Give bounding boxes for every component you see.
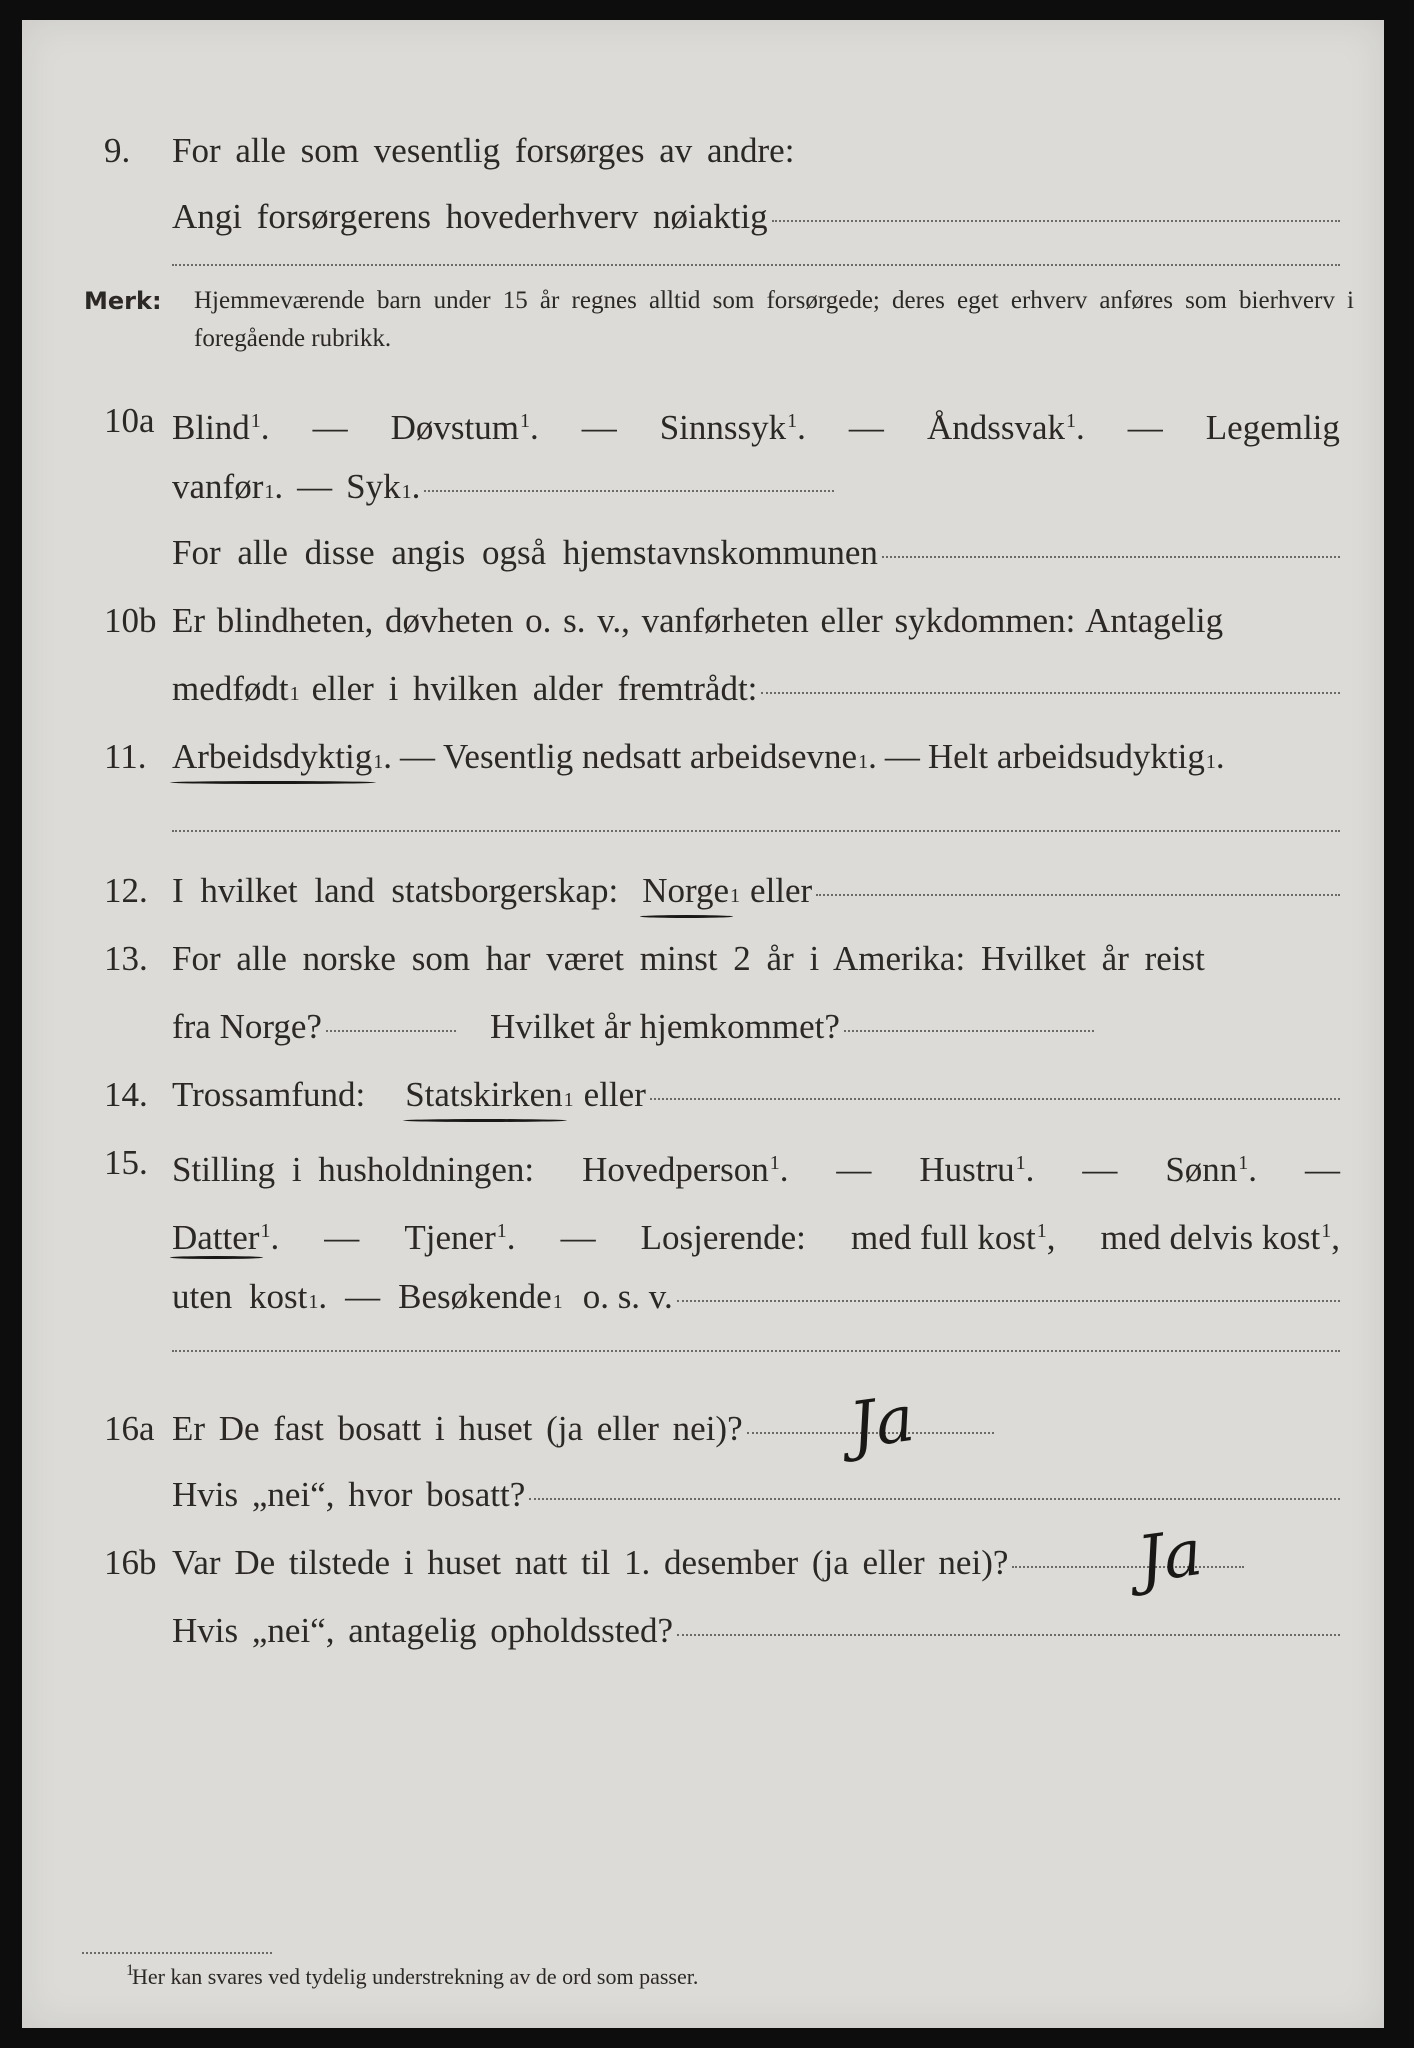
q15-label: Stilling i husholdningen: xyxy=(172,1150,535,1189)
q15-extra-field[interactable] xyxy=(172,1350,1340,1352)
q15-number: 15. xyxy=(104,1143,148,1182)
q14-eller: eller xyxy=(583,1075,646,1114)
q9-extra-field[interactable] xyxy=(172,264,1340,266)
option-besokende[interactable]: Besøkende xyxy=(398,1277,552,1316)
q13-text: For alle norske som har været minst 2 år i Amerika: Hvilket år reist xyxy=(172,939,1205,978)
option-sonn[interactable]: Sønn xyxy=(1165,1150,1238,1189)
q9-line1 xyxy=(22,126,1384,176)
census-form-page xyxy=(22,20,1384,2028)
q11-number: 11. xyxy=(104,737,147,776)
option-andssvak[interactable]: Åndssvak xyxy=(926,408,1065,447)
q12-eller: eller xyxy=(750,871,813,910)
q9-text: For alle som vesentlig forsørges av andre: xyxy=(172,131,795,170)
q10b-age-field[interactable] xyxy=(761,692,1340,694)
q14-label: Trossamfund: xyxy=(172,1075,366,1114)
q10b-number: 10b xyxy=(104,601,157,640)
option-legemlig-label: Legemlig xyxy=(1205,408,1340,447)
q12-label: I hvilket land statsborgerskap: xyxy=(172,871,619,910)
q16a-number: 16a xyxy=(104,1409,155,1448)
q14-number: 14. xyxy=(104,1075,148,1114)
q10a-line2: vanfør 1 . — Syk 1 . xyxy=(22,462,1384,512)
q14-line: 14. Trossamfund: Statskirken 1 eller xyxy=(22,1070,1384,1120)
option-losjerende: Losjerende: xyxy=(640,1218,806,1257)
q16b-handwritten-answer: Ja xyxy=(1133,1515,1207,1599)
q10b-line2: medfødt 1 eller i hvilken alder fremtrådt: xyxy=(22,664,1384,714)
q13-reist-field[interactable] xyxy=(326,1030,456,1032)
q13-hjemkommet-field[interactable] xyxy=(844,1030,1094,1032)
q13-line1 xyxy=(22,934,1384,984)
q16a-bosatt-field[interactable] xyxy=(529,1498,1340,1500)
q9-occupation-label: Angi forsørgerens hovederhverv nøiaktig xyxy=(172,197,768,236)
footnote-text: Her kan svares ved tydelig understrekning av de ord som passer. xyxy=(132,1964,699,1989)
q11-extra-field[interactable] xyxy=(172,830,1340,832)
q12-line: 12. I hvilket land statsborgerskap: Norge 1 eller xyxy=(22,866,1384,916)
footnote-divider xyxy=(82,1952,272,1954)
option-sinnssyk[interactable]: Sinnssyk xyxy=(659,408,787,447)
q16b-answer-field[interactable] xyxy=(1012,1566,1244,1568)
q9-number: 9. xyxy=(104,131,131,170)
q16a-line1 xyxy=(22,1404,1384,1454)
q9-occupation-field[interactable] xyxy=(772,220,1340,222)
option-delvis-kost[interactable]: med delvis kost xyxy=(1100,1218,1321,1257)
q15-field[interactable] xyxy=(677,1300,1340,1302)
q16b-label: Var De tilstede i huset natt til 1. desember (ja eller nei)? xyxy=(172,1543,1009,1582)
footnote-mark: 1 xyxy=(126,1962,134,1979)
option-full-kost[interactable]: med full kost xyxy=(850,1218,1036,1257)
q15-osv: o. s. v. xyxy=(582,1277,673,1316)
option-dovstum[interactable]: Døvstum xyxy=(390,408,519,447)
option-arbeidsdyktig[interactable]: Arbeidsdyktig xyxy=(172,732,372,782)
merk-text: Hjemmeværende barn under 15 år regnes alltid som forsørgede; deres eget erhverv anføres som bierhverv i foregående rubrikk. xyxy=(194,287,1354,352)
option-uten-kost[interactable]: uten kost xyxy=(172,1277,308,1316)
q15-line2: Datter$^1$. — Tjener$^1$. — Losjerende: med full kost$^1$, med delvis kost$^1$, xyxy=(22,1206,1384,1256)
option-statskirken[interactable]: Statskirken xyxy=(405,1070,562,1120)
q15-line1: 15. Stilling i husholdningen: Hovedperson$^1$. — Hustru$^1$. — Sønn$^1$. — xyxy=(22,1138,1384,1188)
q10a-number: 10a xyxy=(104,401,155,440)
q10b-line1 xyxy=(22,596,1384,646)
q13-hjemkommet-label: Hvilket år hjemkommet? xyxy=(489,1007,840,1046)
q16b-number: 16b xyxy=(104,1543,157,1582)
option-vanfor[interactable]: vanfør xyxy=(172,467,264,506)
q10a-field[interactable] xyxy=(424,490,834,492)
option-blind[interactable]: Blind xyxy=(172,408,250,447)
q16b-opholdssted-field[interactable] xyxy=(677,1634,1340,1636)
option-datter[interactable]: Datter xyxy=(172,1218,260,1257)
q16a-line2 xyxy=(22,1470,1384,1520)
q13-reist-label: fra Norge? xyxy=(172,1007,322,1046)
q10b-text: Er blindheten, døvheten o. s. v., vanførheten eller sykdommen: Antagelig xyxy=(172,601,1224,640)
q16a-bosatt-label: Hvis „nei“, hvor bosatt? xyxy=(172,1475,526,1514)
q16b-opholdssted-label: Hvis „nei“, antagelig opholdssted? xyxy=(172,1611,673,1650)
option-hovedperson[interactable]: Hovedperson xyxy=(582,1150,769,1189)
q10a-hjemstavn-field[interactable] xyxy=(882,556,1340,558)
option-nedsatt-arbeidsevne[interactable]: Vesentlig nedsatt arbeidsevne xyxy=(443,737,858,776)
q13-number: 13. xyxy=(104,939,148,978)
option-medfodt[interactable]: medfødt xyxy=(172,669,289,708)
option-arbeidsudyktig[interactable]: Helt arbeidsudyktig xyxy=(927,737,1205,776)
merk-label: Merk: xyxy=(84,287,162,315)
option-tjener[interactable]: Tjener xyxy=(404,1218,496,1257)
q12-number: 12. xyxy=(104,871,148,910)
q9-line2 xyxy=(22,192,1384,242)
q13-line2 xyxy=(22,1002,1384,1052)
q10a-hjemstavn-label: For alle disse angis også hjemstavnskommunen xyxy=(172,533,878,572)
q11-line: 11. Arbeidsdyktig 1 . — Vesentlig nedsatt arbeidsevne 1 . — Helt arbeidsudyktig 1 . xyxy=(22,732,1384,782)
option-hustru[interactable]: Hustru xyxy=(919,1150,1015,1189)
q10b-age-label: eller i hvilken alder fremtrådt: xyxy=(311,669,758,708)
option-norge[interactable]: Norge xyxy=(642,866,729,916)
q16a-handwritten-answer: Ja xyxy=(845,1381,919,1465)
q16a-label: Er De fast bosatt i huset (ja eller nei)? xyxy=(172,1409,743,1448)
q12-field[interactable] xyxy=(816,894,1340,896)
q14-field[interactable] xyxy=(650,1098,1340,1100)
q10a-line3 xyxy=(22,528,1384,578)
q10a-line1: 10a Blind$^1$. — Døvstum$^1$. — Sinnssyk$^1$. — Åndssvak$^1$. — Legemlig xyxy=(22,396,1384,446)
q15-line3: uten kost 1 . — Besøkende 1 o. s. v. xyxy=(22,1272,1384,1322)
option-syk[interactable]: Syk xyxy=(346,467,401,506)
q16b-line2 xyxy=(22,1606,1384,1656)
